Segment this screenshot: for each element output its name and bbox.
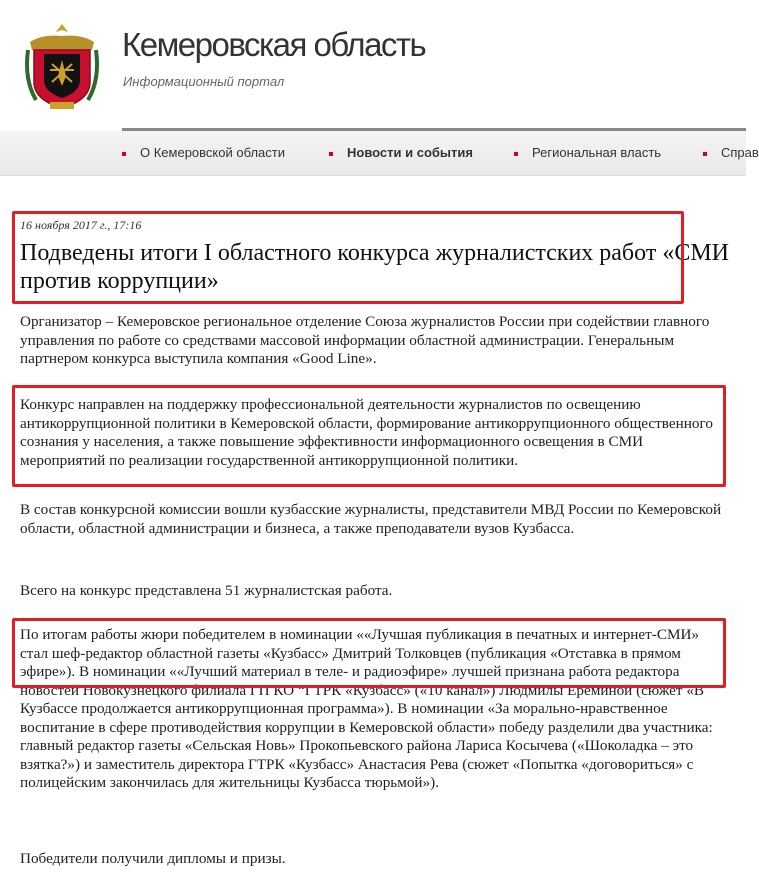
- article-title: Подведены итоги I областного конкурса журналистских работ «СМИ против коррупции»: [20, 240, 729, 294]
- article-paragraph: В состав конкурсной комиссии вошли кузбасские журналисты, представители МВД России по Кемеровской области, областной администрации и бизнеса, а также преподаватели вузов Кузбасса.: [20, 501, 722, 537]
- site-title[interactable]: Кемеровская область: [122, 26, 426, 63]
- nav-bullet-icon: [703, 152, 707, 156]
- nav-item-label: Справ: [721, 145, 759, 160]
- site-header: [0, 0, 746, 130]
- article-header: [20, 218, 730, 295]
- site-subtitle: Информационный портал: [123, 74, 285, 89]
- nav-bullet-icon: [514, 152, 518, 156]
- article-paragraph: Победители получили дипломы и призы.: [20, 850, 286, 867]
- nav-item-label: Региональная власть: [532, 145, 662, 160]
- nav-item-news[interactable]: [329, 145, 473, 160]
- nav-item-label: О Кемеровской области: [140, 145, 285, 160]
- nav-item-label: Новости и события: [347, 145, 473, 160]
- article-paragraph: Организатор – Кемеровское региональное отделение Союза журналистов России при содействии главного управления по работе со средствами массовой информации областной администрации. Генеральным партнером конкурса выступила компания «Good Line».: [20, 313, 710, 367]
- article-paragraph: Конкурс направлен на поддержку профессиональной деятельности журналистов по освещению антикоррупционной политики в Кемеровской области, формирование антикоррупционного общественного сознания у населения, а также повышение эффективности информационного освещения в СМИ мероприятий по реализации государственной антикоррупционной политики.: [20, 396, 713, 469]
- nav-item-about-region[interactable]: [122, 145, 285, 160]
- main-nav: [0, 131, 759, 176]
- nav-item-reference[interactable]: [703, 145, 759, 160]
- nav-item-regional-government[interactable]: [514, 145, 661, 160]
- article-paragraph: По итогам работы жюри победителем в номинации ««Лучшая публикация в печатных и интернет-СМИ» стал шеф-редактор областной газеты «Кузбасс» Дмитрий Толковцев (публикация «Отставка в прямом эфире»). В номинации ««Лучший материал в теле- и радиоэфире» лучшей признана работа редактора новостей Новокузнецкого филиала ГП КО “ГТРК «Кузбасс» («10 канал») Людмилы Ереминой (сюжет «В Кузбассе продолжается антикоррупционная программа»). В номинации «За морально-нравственное воспитание в сфере противодействия коррупции в Кемеровской области» победу разделили два участника: главный редактор газеты «Сельская Новь» Прокопьевского района Лариса Косычева («Шоколадка – это взятка?») и заместитель директора ГТРК «Кузбасс» Анастасия Рева (сюжет «Попытка «договориться» с полицейским закончилась для жительницы Кузбасса тюрьмой»).: [20, 626, 713, 791]
- coat-of-arms-icon[interactable]: [22, 20, 102, 112]
- nav-bullet-icon: [122, 152, 126, 156]
- article-paragraph: Всего на конкурс представлена 51 журналистская работа.: [20, 582, 393, 599]
- nav-bullet-icon: [329, 152, 333, 156]
- article-date: 16 ноября 2017 г., 17:16: [20, 218, 142, 232]
